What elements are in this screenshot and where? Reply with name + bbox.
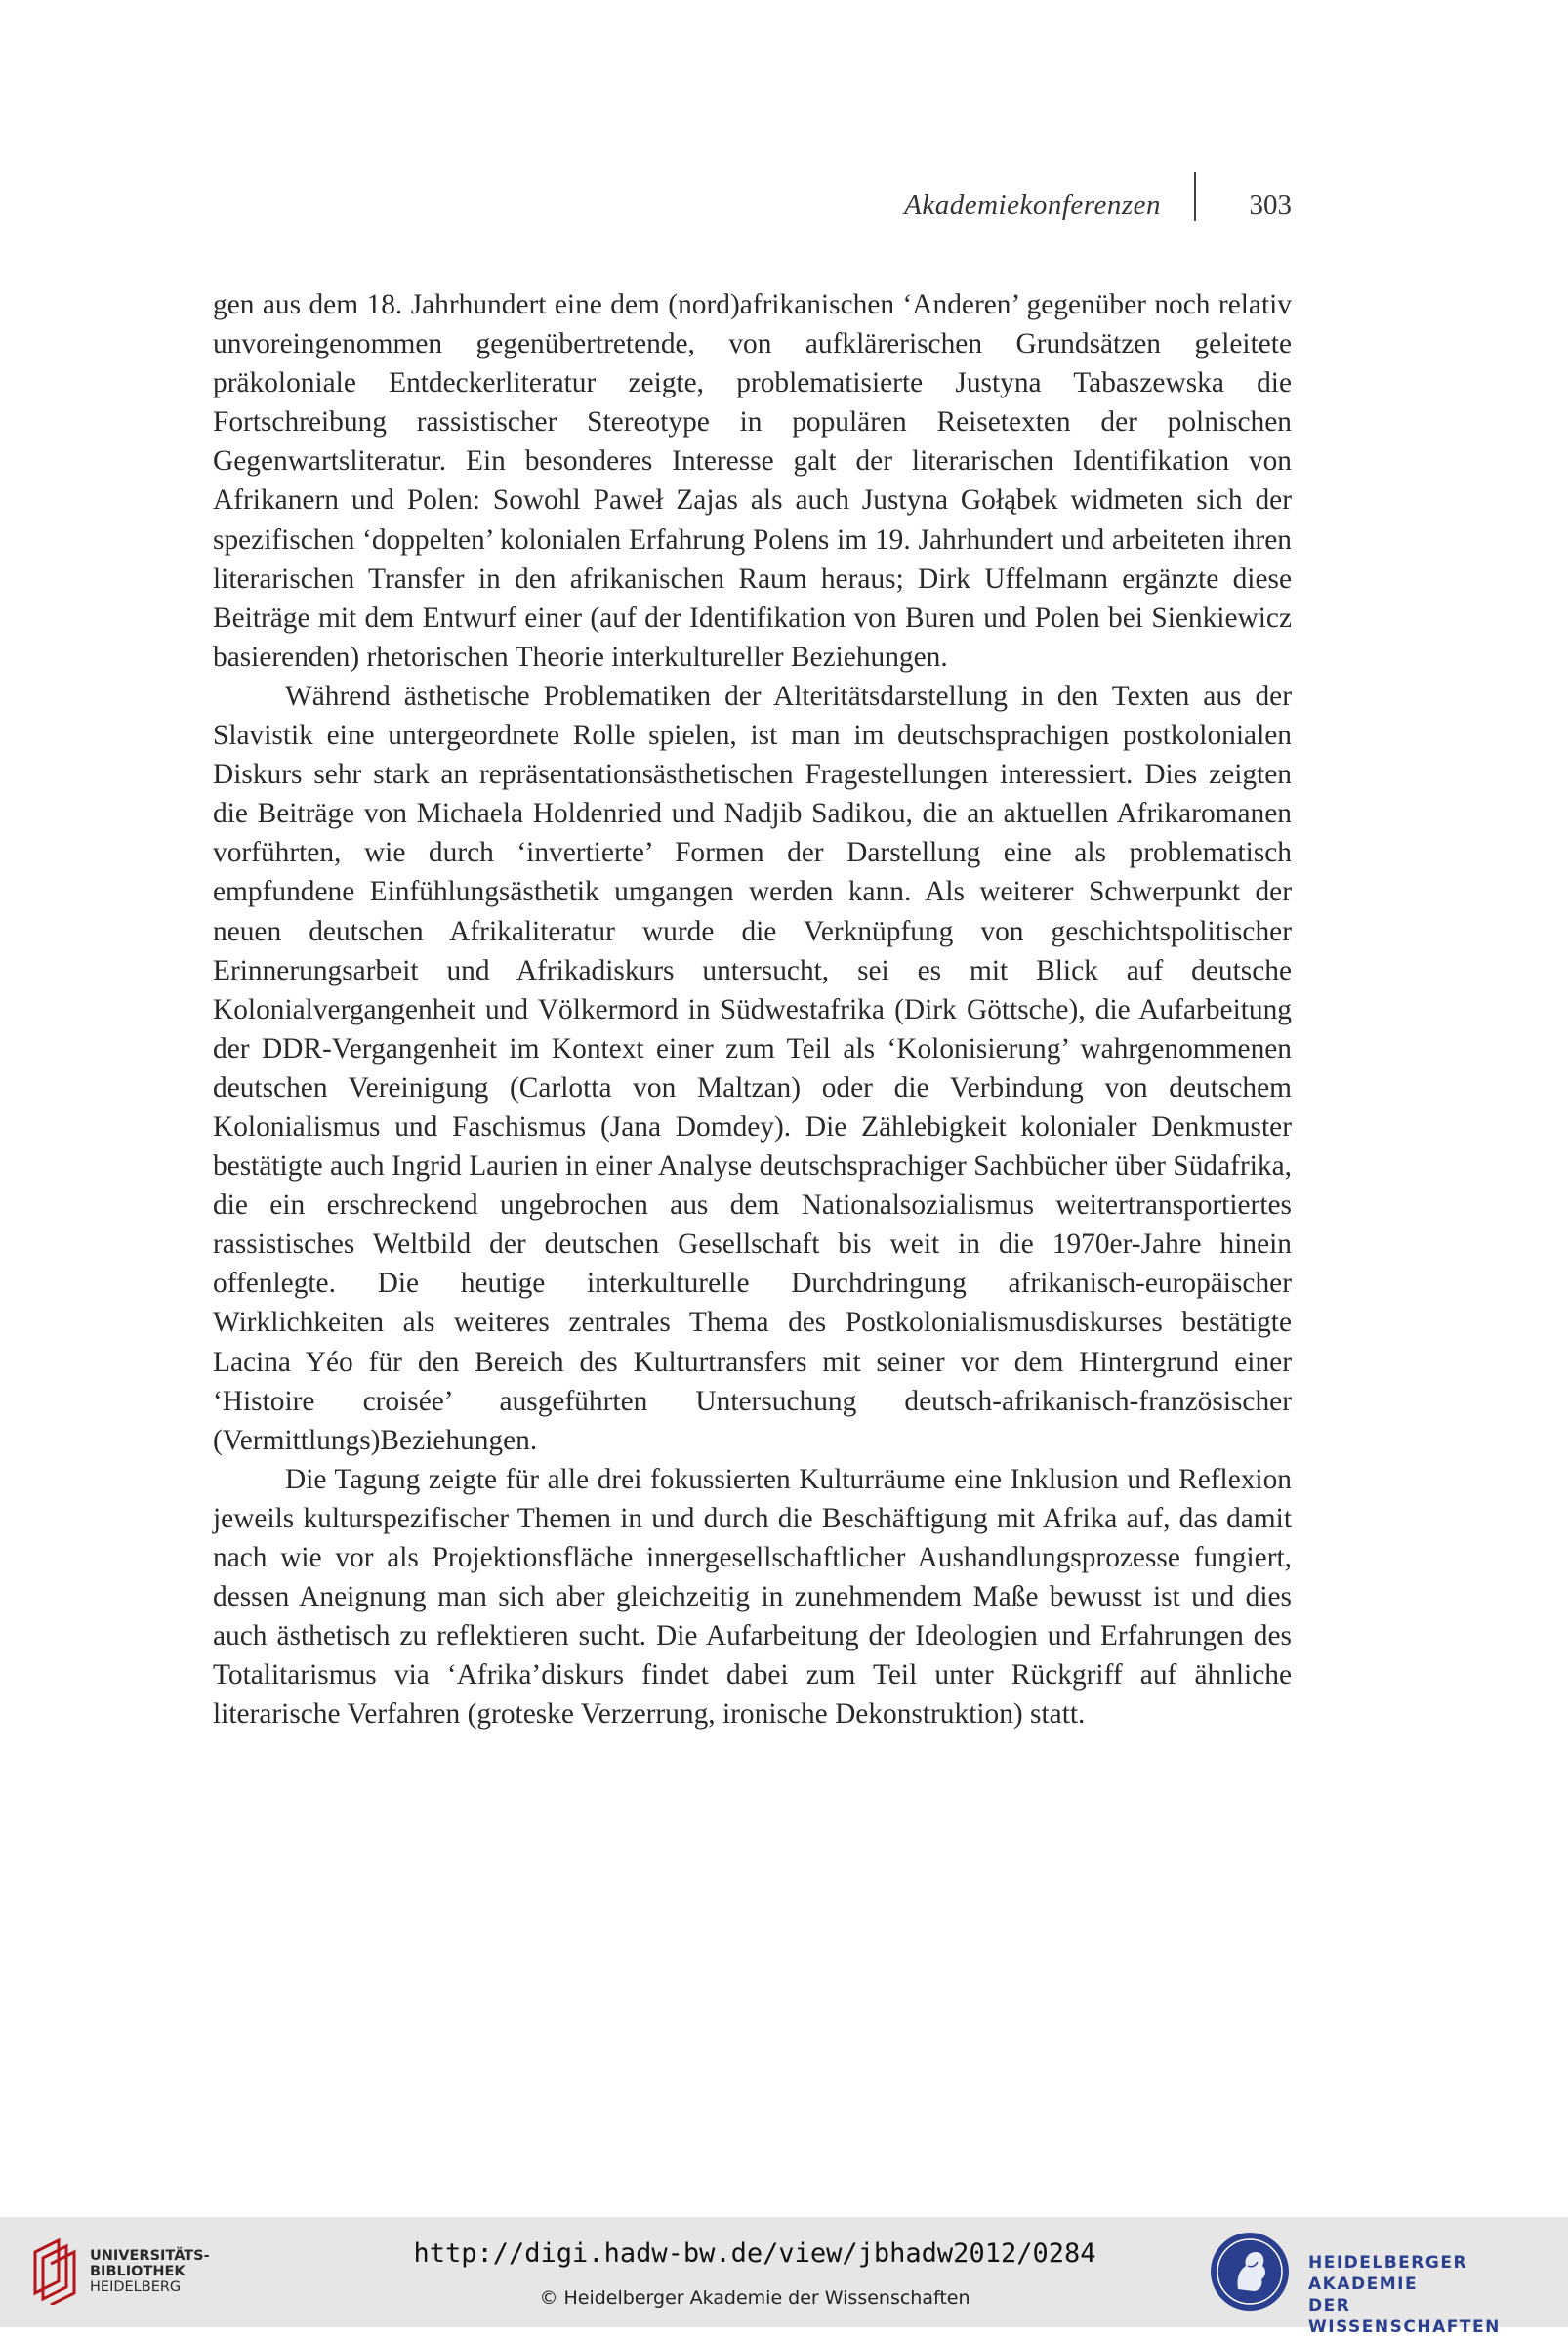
permalink-url[interactable]: http://digi.hadw-bw.de/view/jbhadw2012/0284	[413, 2238, 1096, 2269]
copyright-notice: © Heidelberger Akademie der Wissenschaften	[539, 2287, 970, 2309]
digitization-footer	[0, 2217, 1568, 2337]
academy-seal-icon	[1209, 2231, 1291, 2313]
academy-logo[interactable]	[1209, 2229, 1541, 2337]
body-text	[213, 285, 1292, 1733]
running-header	[213, 186, 1292, 227]
paragraph-1: gen aus dem 18. Jahrhundert eine dem (nord)afrikanischen ‘Anderen’ gegenüber noch relativ unvoreingenommen gegenübertretende, von aufklärerischen Grundsätzen geleitete präkoloniale Entdeckerliteratur zeigte, problematisierte Justyna Tabaszewska die Fortschreibung rassistischer Stereotype in populären Reisetexten der polnischen Gegenwartsliteratur. Ein besonderes Interesse galt der literarischen Identifikation von Afrikanern und Polen: Sowohl Paweł Zajas als auch Justyna Gołąbek widmeten sich der spezifischen ‘doppelten’ kolonialen Erfahrung Polens im 19. Jahrhundert und arbeiteten ihren literarischen Transfer in den afrikanischen Raum heraus; Dirk Uffelmann ergänzte diese Beiträge mit dem Entwurf einer (auf der Identifikation von Buren und Polen bei Sienkiewicz basierenden) rhetorischen Theorie interkultureller Beziehungen.	[213, 289, 1292, 673]
paragraph-3: Die Tagung zeigte für alle drei fokussierten Kulturräume eine Inklusion und Reflexion jeweils kulturspezifischer Themen in und durch die Beschäftigung mit Afrika auf, das damit nach wie vor als Projektionsfläche innergesellschaftlicher Aushandlungsprozesse fungiert, dessen Aneignung man sich aber gleichzeitig in zunehmendem Maße bewusst ist und dies auch ästhetisch zu reflektieren sucht. Die Aufarbeitung der Ideologien und Erfahrungen des Totalitarismus via ‘Afrika’diskurs findet dabei zum Teil unter Rückgriff auf ähnliche literarische Verfahren (groteske Verzerrung, ironische Dekonstruktion) statt.	[213, 1463, 1292, 1731]
running-title: Akademiekonferenzen	[904, 189, 1161, 221]
academy-logo-line2: DER WISSENSCHAFTEN	[1308, 2296, 1501, 2337]
library-logo-line1: UNIVERSITÄTS-	[90, 2248, 210, 2264]
academy-logo-text	[1308, 2252, 1541, 2338]
library-logo-line3: HEIDELBERG	[90, 2279, 182, 2295]
library-logo-line2: BIBLIOTHEK	[90, 2264, 186, 2279]
page-number: 303	[1249, 189, 1292, 221]
paragraph-2: Während ästhetische Problematiken der Alteritätsdarstellung in den Texten aus der Slavistik eine untergeordnete Rolle spielen, ist man im deutschsprachigen postkolonialen Diskurs sehr stark an repräsentationsästhetischen Fragestellungen interessiert. Dies zeigten die Beiträge von Michaela Holdenried und Nadjib Sadikou, die an aktuellen Afrikaromanen vorführten, wie durch ‘invertierte’ Formen der Darstellung eine als problematisch empfundene Einfühlungsästhetik umgangen werden kann. Als weiterer Schwerpunkt der neuen deutschen Afrikaliteratur wurde die Verknüpfung von geschichtspolitischer Erinnerungsarbeit und Afrikadiskurs untersucht, sei es mit Blick auf deutsche Kolonialvergangenheit und Völkermord in Südwestafrika (Dirk Göttsche), die Aufarbeitung der DDR-Vergangenheit im Kontext einer zum Teil als ‘Kolonisierung’ wahrgenommenen deutschen Vereinigung (Carlotta von Maltzan) oder die Verbindung von deutschem Kolonialismus und Faschismus (Jana Domdey). Die Zählebigkeit kolonialer Denkmuster bestätigte auch Ingrid Laurien in einer Analyse deutschsprachiger Sachbücher über Südafrika, die ein erschreckend ungebrochen aus dem Nationalsozialismus weitertransportiertes rassistisches Weltbild der deutschen Gesellschaft bis weit in die 1970er-Jahre hinein offenlegte. Die heutige interkulturelle Durchdringung afrikanisch-europäischer Wirklichkeiten als weiteres zentrales Thema des Postkolonialismusdiskurses bestätigte Lacina Yéo für den Bereich des Kulturtransfers mit seiner vor dem Hintergrund einer ‘Histoire croisée’ ausgeführten Untersuchung deutsch-afrikanisch-französischer (Vermittlungs)Beziehungen.	[213, 680, 1292, 1456]
academy-logo-line1: HEIDELBERGER AKADEMIE	[1308, 2253, 1468, 2294]
header-divider	[1194, 172, 1196, 221]
